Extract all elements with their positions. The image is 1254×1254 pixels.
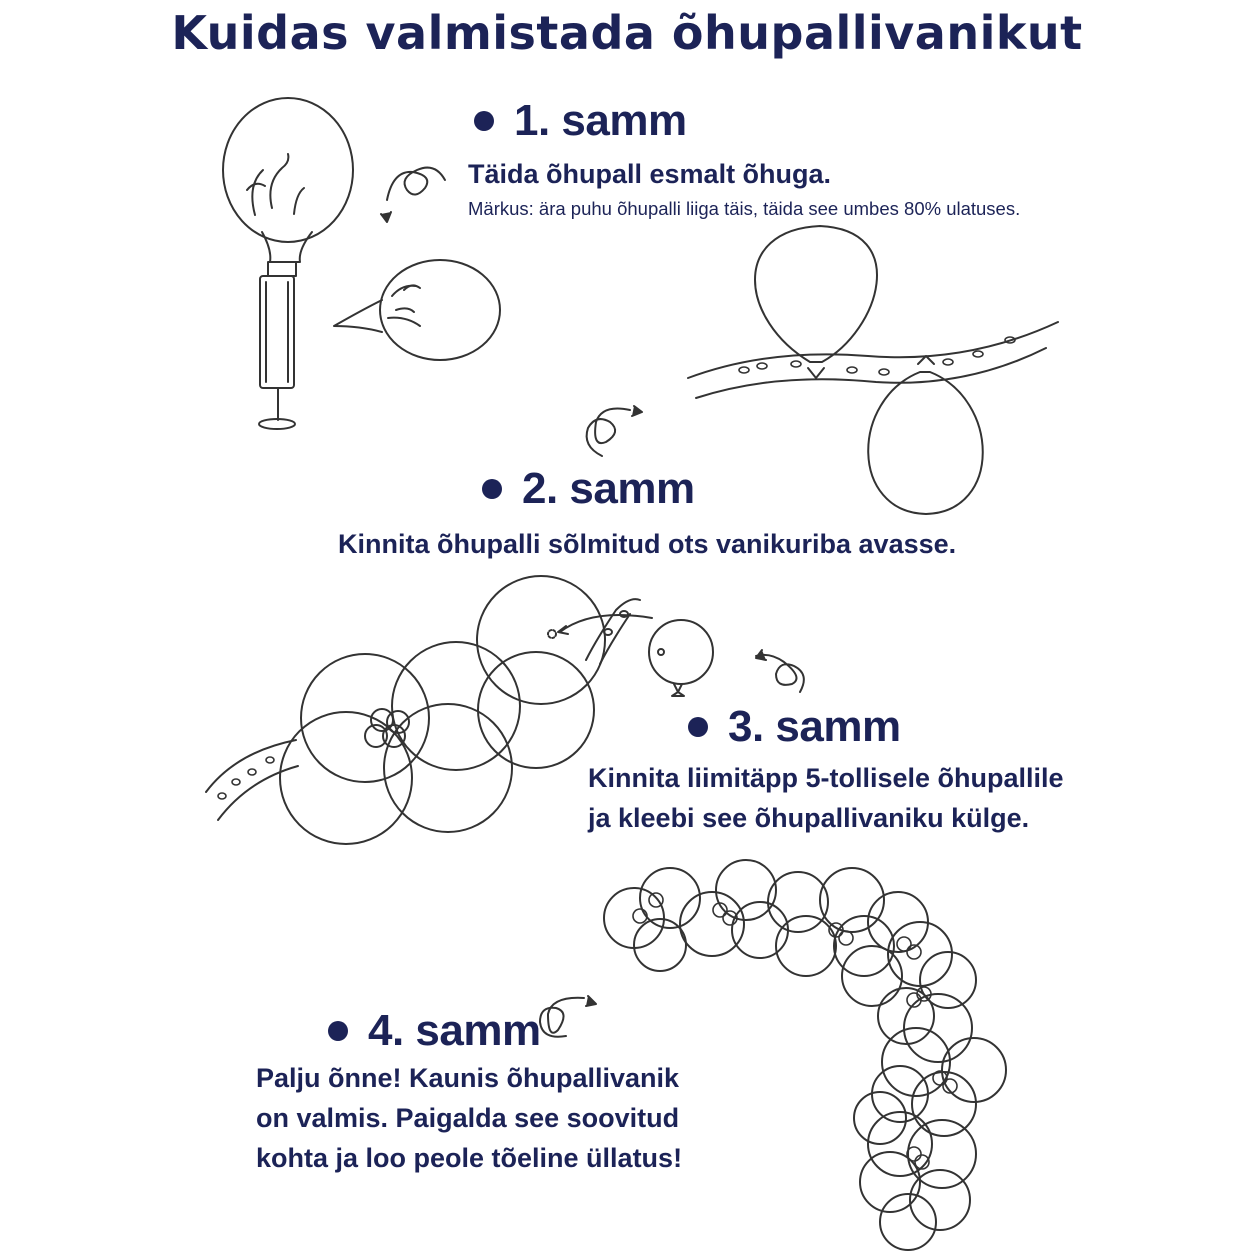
page-title: Kuidas valmistada õhupallivanikut	[171, 6, 1083, 60]
step-2-text: Kinnita õhupalli sõlmitud ots vanikuriba avasse.	[338, 529, 957, 559]
garland-section-icon	[206, 576, 713, 844]
step-4-line-1: Palju õnne! Kaunis õhupallivanik	[256, 1063, 680, 1093]
step-1-heading-text: 1. samm	[514, 96, 687, 145]
step-1-note: Märkus: ära puhu õhupalli liiga täis, täida see umbes 80% ulatuses.	[468, 198, 1021, 219]
step-4-heading-text: 4. samm	[368, 1006, 541, 1055]
step-4-line-2: on valmis. Paigalda see soovitud	[256, 1103, 680, 1133]
step-4-line-3: kohta ja loo peole tõeline üllatus!	[256, 1143, 683, 1173]
pump-balloon-icon	[223, 98, 353, 429]
curved-arrow-icon	[540, 996, 596, 1037]
step-2-heading-text: 2. samm	[522, 464, 695, 513]
half-inflated-balloon-icon	[334, 260, 500, 360]
step-3-line-1: Kinnita liimitäpp 5-tollisele õhupallile	[588, 763, 1064, 793]
curved-arrow-icon	[381, 168, 445, 222]
full-garland-icon	[604, 860, 1006, 1250]
curved-arrow-icon	[587, 406, 642, 456]
step-3-heading-text: 3. samm	[728, 702, 901, 751]
curved-arrow-icon	[756, 650, 804, 692]
step-3-line-2: ja kleebi see õhupallivaniku külge.	[588, 803, 1030, 833]
step-1-text: Täida õhupall esmalt õhuga.	[468, 159, 832, 189]
balloon-strip-icon	[688, 226, 1058, 514]
